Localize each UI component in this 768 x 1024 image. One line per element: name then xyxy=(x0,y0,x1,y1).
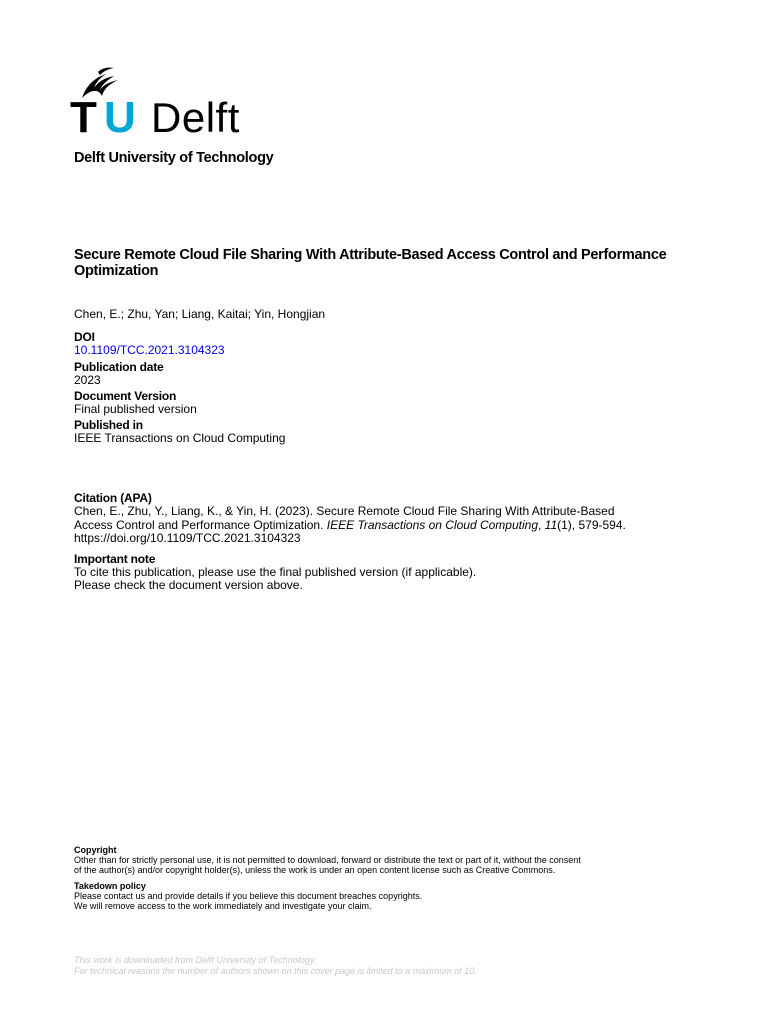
authors: Chen, E.; Zhu, Yan; Liang, Kaitai; Yin, Hongjian xyxy=(74,307,326,321)
published-in-block xyxy=(74,419,714,445)
citation-label: Citation (APA) xyxy=(74,491,152,505)
institution-name: Delft University of Technology xyxy=(74,150,274,166)
published-in-value: IEEE Transactions on Cloud Computing xyxy=(74,431,286,445)
logo-letter-t: T xyxy=(70,93,97,142)
logo-letter-u: U xyxy=(104,93,136,142)
citation-block xyxy=(74,492,714,546)
citation-line-2 xyxy=(74,519,714,533)
citation-title-part: Access Control and Performance Optimization. xyxy=(74,517,327,532)
tu-delft-logo xyxy=(70,66,260,142)
document-version-block xyxy=(74,390,714,416)
important-note-block xyxy=(74,553,714,592)
citation-volume: 11 xyxy=(544,517,558,532)
copyright-line-2: of the author(s) and/or copyright holder(s), unless the work is under an open content license such as Creative Commons. xyxy=(74,865,556,875)
logo-word-delft: Delft xyxy=(151,94,240,141)
footer-line-2: For technical reasons the number of authors shown on this cover page is limited to a maximum of 10. xyxy=(74,965,477,976)
takedown-line-1: Please contact us and provide details if you believe this document breaches copyrights. xyxy=(74,891,423,901)
citation-line-1: Chen, E., Zhu, Y., Liang, K., & Yin, H. (2023). Secure Remote Cloud File Sharing With Attribute-Based xyxy=(74,504,615,518)
doi-block xyxy=(74,331,714,357)
document-version-label: Document Version xyxy=(74,389,177,403)
doi-label: DOI xyxy=(74,330,95,344)
publication-date-label: Publication date xyxy=(74,360,164,374)
citation-separator: , xyxy=(538,517,545,532)
document-version-value: Final published version xyxy=(74,402,197,416)
copyright-label: Copyright xyxy=(74,845,117,855)
publication-date-value: 2023 xyxy=(74,373,101,387)
publication-date-block xyxy=(74,361,714,387)
footer-note xyxy=(74,955,714,976)
citation-journal: IEEE Transactions on Cloud Computing xyxy=(326,517,538,532)
important-note-line-1: To cite this publication, please use the final published version (if applicable). xyxy=(74,565,477,579)
doi-link[interactable]: 10.1109/TCC.2021.3104323 xyxy=(74,343,225,357)
important-note-label: Important note xyxy=(74,552,156,566)
takedown-label: Takedown policy xyxy=(74,881,146,891)
takedown-block xyxy=(74,881,714,911)
paper-title: Secure Remote Cloud File Sharing With Attribute-Based Access Control and Performance Optimization xyxy=(74,247,667,279)
citation-pages: (1), 579-594. xyxy=(557,517,626,532)
copyright-line-1: Other than for strictly personal use, it is not permitted to download, forward or distribute the text or part of it, without the consent xyxy=(74,855,581,865)
footer-line-1: This work is downloaded from Delft University of Technology. xyxy=(74,955,317,965)
takedown-line-2: We will remove access to the work immediately and investigate your claim. xyxy=(74,901,372,911)
citation-doi-url[interactable]: https://doi.org/10.1109/TCC.2021.3104323 xyxy=(74,531,301,545)
important-note-line-2: Please check the document version above. xyxy=(74,578,303,592)
published-in-label: Published in xyxy=(74,418,143,432)
copyright-block xyxy=(74,845,714,875)
